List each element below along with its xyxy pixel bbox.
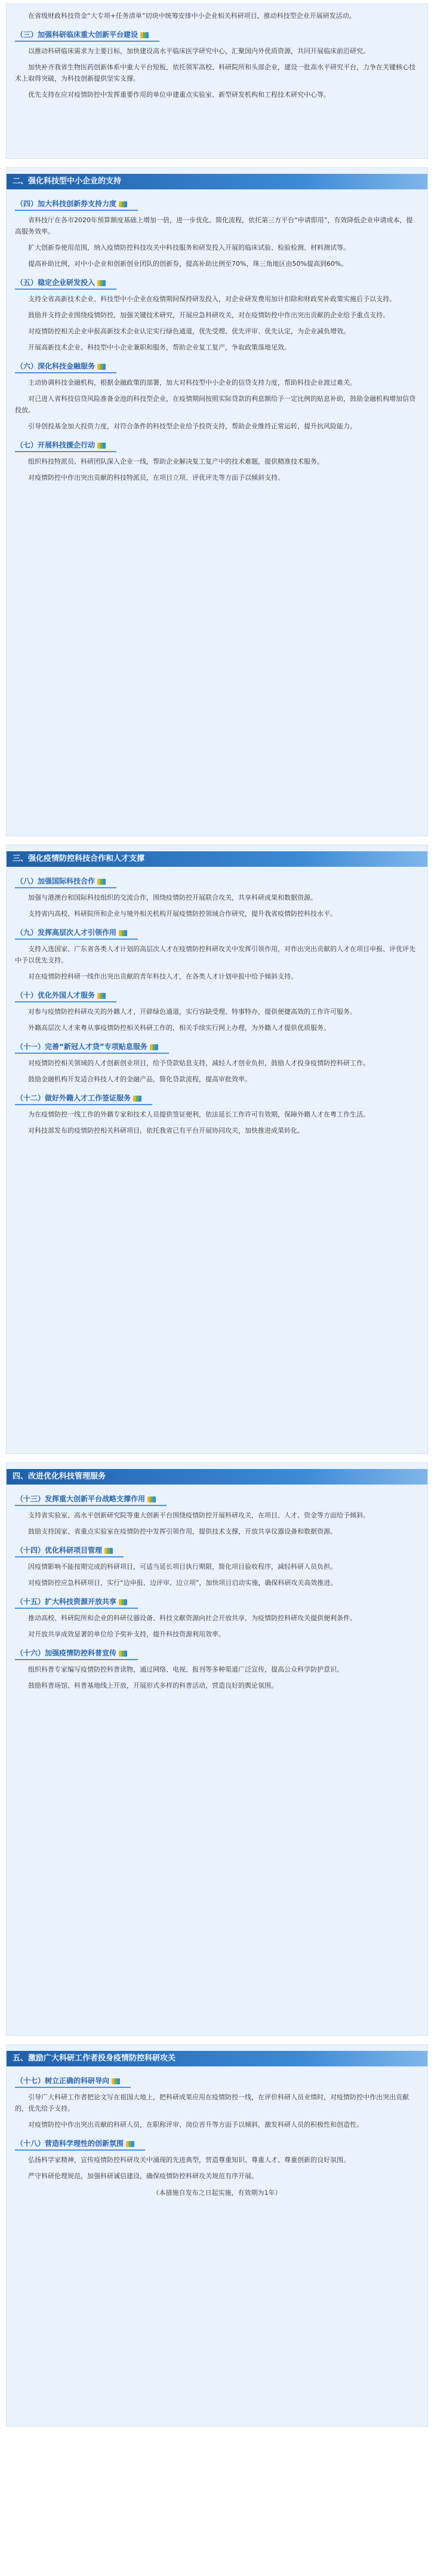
- item8-paragraph-1: 加强与港澳台和国际科技组织的交流合作，围绕疫情防控开展联合攻关，共享科研成果和数据资源。: [28, 894, 317, 901]
- item4-paragraph-1: 省科技厅在各市2020年预算额度基础上增加一倍，进一步优化、简化流程，依托第三方平台“申请即用”，有效降低企业申请成本，提高服务效率。: [15, 216, 413, 235]
- item17-paragraph-1: 引导广大科研工作者把论文写在祖国大地上，把科研成果应用在疫情防控一线，在评价科研人员业绩时，对疫情防控中作出突出贡献的，优先给予支持。: [15, 2093, 409, 2112]
- item7-title: [15, 439, 116, 452]
- badge-icon: [97, 443, 106, 449]
- item12-title: [15, 1092, 152, 1105]
- item6-paragraph-3: 引导创投基金加大投资力度，对符合条件的科技型企业给予投资支持，帮助企业维持正常运转，提升抗风险能力。: [28, 422, 356, 430]
- item12-title-text: （十二）做好外籍人才工作签证服务: [16, 1094, 131, 1102]
- item11-paragraph-2: 鼓励金融机构开发适合科技人才的金融产品，简化贷款流程，提高审批效率。: [28, 1075, 251, 1083]
- badge-icon: [133, 1096, 141, 1102]
- item12-paragraph-2: 对科技部发布的疫情防控相关科研项目，依托我省已有平台开展协同攻关，加快推进成果转化。: [28, 1127, 304, 1134]
- item3-paragraph-3: 优先支持在应对疫情防控中发挥重要作用的单位申建重点实验室、新型研发机构和工程技术研究中心等。: [28, 91, 330, 99]
- item8-title: [15, 875, 116, 888]
- item18-title-text: （十八）营造科学理性的创新氛围: [16, 2139, 124, 2148]
- badge-icon: [97, 364, 106, 370]
- badge-icon: [119, 1651, 127, 1657]
- item13-title-text: （十三）发挥重大创新平台战略支撑作用: [16, 1495, 146, 1503]
- item7-title-text: （七）开展科技援企行动: [16, 441, 96, 449]
- item10-paragraph-2: 外籍高层次人才来粤从事疫情防控相关科研工作的，相关手续实行网上办理，为外籍人才提供优质服务。: [28, 1024, 330, 1032]
- badge-icon: [112, 2078, 120, 2084]
- item4-paragraph-2: 扩大创新券使用范围，纳入疫情防控科技攻关中科技服务和研发投入开展的临床试验、检验检测、材料测试等。: [28, 244, 350, 252]
- item14-paragraph-2: 对疫情防控应急科研项目，实行“边申报、边评审、边立项”，加快项目启动实施，确保科研攻关高效推进。: [28, 1579, 337, 1587]
- item7-paragraph-1: 组织科技特派员、科研团队深入企业一线，帮助企业解决复工复产中的技术难题，提供精准技术服务。: [28, 458, 324, 465]
- item18-paragraph-1: 弘扬科学家精神，宣传疫情防控科研攻关中涌现的先进典型，营造尊重知识、尊重人才、尊重创新的良好氛围。: [28, 2156, 350, 2164]
- item4-paragraph-3: 提高补助比例，对中小企业和创新创业团队的创新券，提高补助比例至70%，珠三角地区由50%提高到60%。: [28, 260, 348, 268]
- item6-title: [15, 360, 116, 373]
- item9-paragraph-2: 对在疫情防控科研一线作出突出贡献的青年科技人才，在各类人才计划申报中给予倾斜支持。: [28, 973, 297, 980]
- item8-title-text: （八）加强国际科技合作: [16, 877, 96, 885]
- intro-paragraph: 在省级财政科技资金“大专项+任务清单”切块中统筹安排中小企业相关科研项目，推动科技型企业开展研发活动。: [28, 12, 356, 20]
- item5-paragraph-4: 开展高新技术企业、科技型中小企业兼职和服务，帮助企业复工复产，争取政策落地见效。: [28, 344, 291, 351]
- item17-paragraph-2: 对疫情防控中作出突出贡献的科研人员，在职称评审、岗位晋升等方面予以倾斜，激发科研人员的积极性和创造性。: [28, 2121, 363, 2129]
- item11-paragraph-1: 对疫情防控相关领域的人才创新创业项目，给予贷款贴息支持，减轻人才创业负担，鼓励人才投身疫情防控科研工作。: [28, 1059, 370, 1067]
- item5-paragraph-2: 鼓励并支持企业围绕疫情防控，加强关键技术研究，开展应急科研攻关，对在疫情防控中作出突出贡献的企业给予重点支持。: [28, 311, 389, 319]
- item4-title-text: （四）加大科技创新券支持力度: [16, 200, 117, 208]
- item11-title-text: （十一）完善“新冠人才贷”专项贴息服务: [16, 1042, 147, 1051]
- badge-icon: [104, 1548, 113, 1554]
- section-5-header: 五、激励广大科研工作者投身疫情防控科研攻关: [7, 2051, 427, 2066]
- intro-panel: [6, 4, 428, 159]
- item16-title-text: （十六）加强疫情防控科普宣传: [16, 1649, 117, 1657]
- item7-paragraph-2: 对疫情防控中作出突出贡献的科技特派员，在项目立项、评优评先等方面予以倾斜支持。: [28, 474, 284, 482]
- item17-title-text: （十七）树立正确的科研导向: [16, 2077, 110, 2085]
- item5-paragraph-1: 支持全省高新技术企业、科技型中小企业在疫情期间保持研发投入，对企业研发费用加计扣除和财政奖补政策实施后予以支持。: [28, 295, 396, 303]
- item15-title-text: （十五）扩大科技资源开放共享: [16, 1597, 117, 1606]
- item17-title: [15, 2075, 131, 2088]
- badge-icon: [97, 280, 106, 286]
- item12-paragraph-1: 为在疫情防控一线工作的外籍专家和技术人员提供签证便利，依法延长工作许可有效期，保障外籍人才在粤工作生活。: [28, 1111, 370, 1118]
- item18-title: [15, 2138, 145, 2151]
- item6-paragraph-2: 对已进入省科技信贷风险准备金池的科技型企业，在疫情期间按照实际贷款的利息额给予一定比例的贴息补助，鼓励金融机构增加信贷投放。: [15, 395, 415, 414]
- section-2-panel: [6, 167, 428, 836]
- badge-icon: [147, 1496, 156, 1502]
- section-3-panel: [6, 845, 428, 1454]
- item9-paragraph-1: 支持入选国家、广东省各类人才计划的高层次人才在疫情防控科研攻关中发挥引领作用，对作出突出贡献的人才在项目申报、评优评先中予以优先支持。: [15, 945, 415, 964]
- item16-title: [15, 1647, 138, 1660]
- item5-title-text: （五）稳定企业研发投入: [16, 278, 96, 287]
- item14-title-text: （十四）优化科研项目管理: [16, 1546, 103, 1554]
- item16-paragraph-1: 组织科普专家编写疫情防控科普读物，通过网络、电视、报刊等多种渠道广泛宣传，提高公众科学防护意识。: [28, 1666, 343, 1673]
- item15-paragraph-1: 推动高校、科研院所和企业的科研仪器设备、科技文献资源向社会开放共享，为疫情防控科研攻关提供便利条件。: [28, 1614, 356, 1622]
- badge-icon: [97, 993, 106, 999]
- item15-paragraph-2: 对开放共享成效显著的单位给予奖补支持，提升科技资源利用效率。: [28, 1630, 225, 1638]
- item10-paragraph-1: 对参与疫情防控科研攻关的外籍人才，开辟绿色通道，实行容缺受理、特事特办，提供便捷高效的工作许可服务。: [28, 1008, 356, 1016]
- item3-paragraph-1: 以推动科研临床需求为主要目标，加快建设高水平临床医学研究中心，汇聚国内外优质资源，共同开展临床前沿研究。: [28, 47, 370, 55]
- item14-title: [15, 1544, 124, 1557]
- badge-icon: [119, 1599, 127, 1605]
- item3-paragraph-2: 加快补齐我省生物医药创新体系中重大平台短板，依托领军高校、科研院所和头部企业，建设一批高水平研究平台，力争在关键核心技术上取得突破，为科技创新提供坚实支撑。: [15, 63, 415, 82]
- section-5-panel: [6, 2044, 428, 2427]
- item14-paragraph-1: 因疫情影响不能按期完成的科研项目，可适当延长项目执行期限，简化项目验收程序，减轻科研人员负担。: [28, 1563, 337, 1571]
- section-2-header: 二、强化科技型中小企业的支持: [7, 174, 427, 189]
- item8-paragraph-2: 支持省内高校、科研院所和企业与境外相关机构开展疫情防控领域合作研究，提升我省疫情防控科技水平。: [28, 910, 337, 918]
- item13-paragraph-1: 支持省实验室、高水平创新研究院等重大创新平台围绕疫情防控开展科研攻关，在项目、人才、资金等方面给予倾斜。: [28, 1511, 370, 1519]
- badge-icon: [150, 1044, 158, 1050]
- item16-paragraph-2: 鼓励科普场馆、科普基地线上开放，开展形式多样的科普活动，营造良好的舆论氛围。: [28, 1682, 278, 1689]
- item6-title-text: （六）深化科技金融服务: [16, 362, 96, 370]
- item5-title: [15, 277, 116, 290]
- item10-title: [15, 989, 116, 1002]
- item13-paragraph-2: 鼓励支持国家、省重点实验室在疫情防控中发挥引领作用，提供技术支撑，开放共享仪器设备和数据资源。: [28, 1528, 337, 1535]
- item4-title: [15, 198, 138, 211]
- item9-title-text: （九）发挥高层次人才引领作用: [16, 928, 117, 937]
- footer-note: （本措施自发布之日起实施，有效期为1年）: [152, 2189, 282, 2197]
- item10-title-text: （十）优化外国人才服务: [16, 991, 96, 999]
- item6-paragraph-1: 主动协调科技金融机构，根据金融政策的部署，加大对科技型中小企业的信贷支持力度，帮助科技企业渡过难关。: [28, 379, 356, 387]
- item9-title: [15, 927, 138, 940]
- badge-icon: [119, 930, 127, 936]
- item18-paragraph-2: 严守科研伦理规范，加强科研诚信建设，确保疫情防控科研攻关规范有序开展。: [28, 2172, 258, 2180]
- section-3-header: 三、强化疫情防控科技合作和人才支撑: [7, 851, 427, 867]
- item11-title: [15, 1041, 169, 1054]
- item13-title: [15, 1493, 167, 1506]
- badge-icon: [97, 879, 106, 885]
- section-4-header: 四、改进优化科技管理服务: [7, 1469, 427, 1485]
- badge-icon: [126, 2141, 134, 2147]
- item3-title: [15, 29, 159, 42]
- badge-icon: [119, 201, 127, 207]
- item3-title-text: （三）加强科研临床重大创新平台建设: [16, 30, 138, 39]
- item5-paragraph-3: 对疫情防控相关企业申报高新技术企业认定实行绿色通道，优先受理、优先评审、优先认定，为企业减负增效。: [28, 327, 350, 335]
- section-4-panel: [6, 1462, 428, 2036]
- item15-title: [15, 1596, 138, 1609]
- badge-icon: [140, 32, 149, 38]
